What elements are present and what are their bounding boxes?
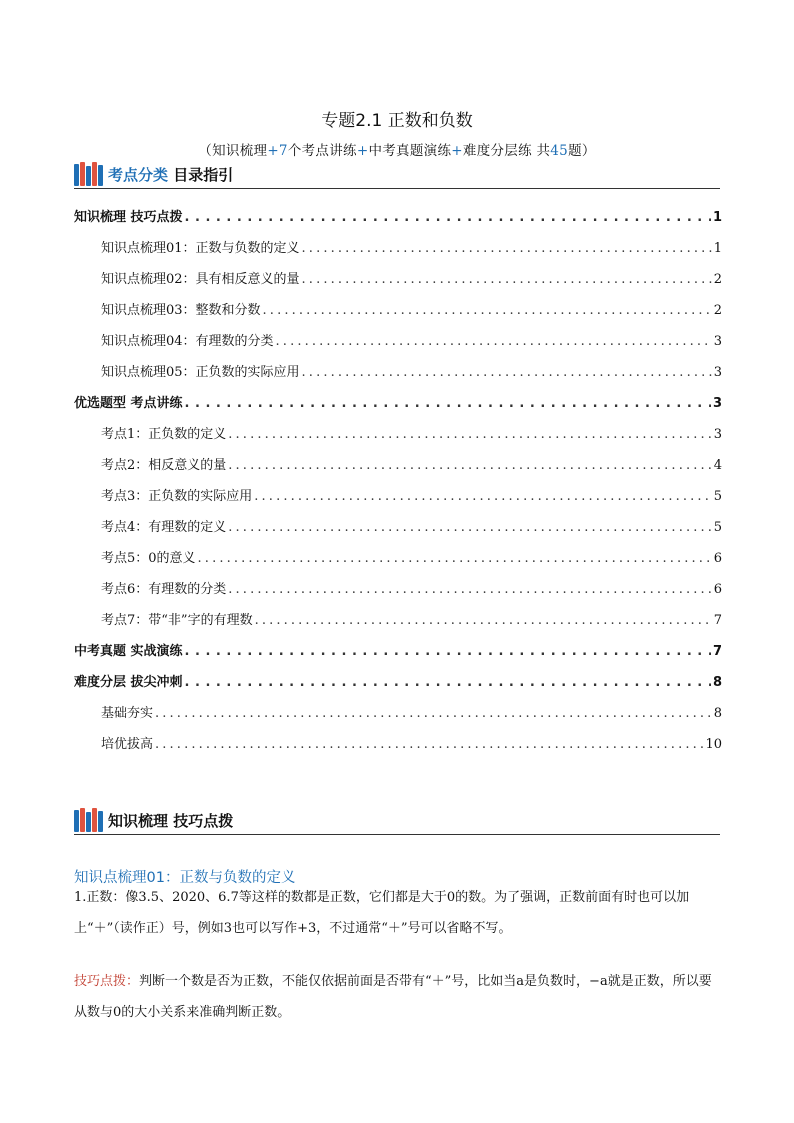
toc-entry-label: 考点5：0的意义 <box>101 551 196 566</box>
toc-entry-link[interactable] <box>101 609 722 629</box>
toc-page-number: 10 <box>705 737 722 752</box>
toc-page-number: 7 <box>713 613 722 628</box>
toc-page-number: 1 <box>712 210 722 225</box>
toc-entry-label: 优选题型 考点讲练 <box>74 396 183 411</box>
toc-page-number: 5 <box>713 520 722 535</box>
toc-entry-link[interactable] <box>101 733 722 753</box>
toc-section-link[interactable] <box>74 392 722 412</box>
toc-leader-dots <box>263 303 712 318</box>
definition-paragraph: 1.正数：像3.5、2020、6.7等这样的数都是正数，它们都是大于0的数。为了强调，正数前面有时也可以加上“＋”（读作正）号，例如3也可以写作+3，不过通常“＋”号可以省略不写。 <box>74 890 690 936</box>
toc-heading-part2: 目录指引 <box>173 166 234 184</box>
tip-text: 判断一个数是否为正数，不能仅依据前面是否带有“＋”号，比如当a是负数时，−a就是正数，所以要从数与0的大小关系来准确判断正数。 <box>74 974 712 1020</box>
toc-leader-dots <box>302 272 712 287</box>
toc-entry-label: 中考真题 实战演练 <box>74 644 183 659</box>
toc-heading-label <box>108 164 233 185</box>
toc-page-number: 7 <box>712 644 722 659</box>
toc-entry-label: 知识点梳理04：有理数的分类 <box>101 334 274 349</box>
toc-page-number: 4 <box>713 458 722 473</box>
toc-page-number: 3 <box>713 334 722 349</box>
knowledge-heading-part1: 知识梳理 <box>108 812 169 830</box>
subtitle-part: 个考点讲练 <box>287 143 357 159</box>
knowledge-point-heading: 知识点梳理01：正数与负数的定义 <box>74 870 296 886</box>
toc-entry-label: 考点6：有理数的分类 <box>101 582 227 597</box>
toc-section-heading <box>74 162 720 189</box>
toc-entry-link[interactable] <box>101 516 722 536</box>
toc-page-number: 2 <box>713 272 722 287</box>
toc-page-number: 1 <box>713 241 722 256</box>
toc-entry-label: 基础夯实 <box>101 706 154 721</box>
toc-section-link[interactable] <box>74 640 722 660</box>
document-title: 专题2.1 正数和负数 <box>321 111 473 131</box>
toc-entry-label: 知识点梳理03：整数和分数 <box>101 303 261 318</box>
toc-entry-label: 知识点梳理01：正数与负数的定义 <box>101 241 300 256</box>
subtitle-part: 难度分层练 共 <box>462 143 551 159</box>
toc-page-number: 8 <box>713 706 722 721</box>
toc-section-link[interactable] <box>74 206 722 226</box>
toc-entry-link[interactable] <box>101 485 722 505</box>
toc-leader-dots <box>228 520 711 535</box>
toc-leader-dots <box>228 582 711 597</box>
toc-entry-link[interactable] <box>101 237 722 257</box>
toc-page-number: 5 <box>713 489 722 504</box>
knowledge-section-heading <box>74 808 720 835</box>
subtitle-part: 中考真题演练 <box>368 143 452 159</box>
toc-entry-label: 考点7：带“非”字的有理数 <box>101 613 253 628</box>
tip-label: 技巧点拨： <box>74 974 140 989</box>
toc-entry-label: 知识点梳理02：具有相反意义的量 <box>101 272 300 287</box>
toc-entry-link[interactable] <box>101 268 722 288</box>
toc-page-number: 3 <box>713 365 722 380</box>
toc-entry-label: 考点2：相反意义的量 <box>101 458 227 473</box>
toc-leader-dots <box>198 551 712 566</box>
subtitle-open: （ <box>198 143 213 159</box>
toc-page-number: 6 <box>713 582 722 597</box>
toc-leader-dots <box>185 210 711 225</box>
toc-page-number: 8 <box>712 675 722 690</box>
toc-page-number: 3 <box>712 396 722 411</box>
subtitle-part: + <box>356 143 369 159</box>
toc-heading-part1: 考点分类 <box>108 166 169 184</box>
toc-entry-label: 知识点梳理05：正负数的实际应用 <box>101 365 300 380</box>
books-icon <box>74 162 106 186</box>
toc-entry-label: 难度分层 拔尖冲刺 <box>74 675 183 690</box>
toc-section-link[interactable] <box>74 671 722 691</box>
toc-leader-dots <box>228 427 711 442</box>
toc-leader-dots <box>302 241 712 256</box>
subtitle-part: 题） <box>568 143 596 159</box>
document-subtitle <box>0 139 794 159</box>
subtitle-part: + <box>451 143 463 159</box>
subtitle-part: 知识梳理 <box>212 143 268 159</box>
toc-entry-link[interactable] <box>101 454 722 474</box>
toc-entry-link[interactable] <box>101 361 722 381</box>
toc-entry-link[interactable] <box>101 423 722 443</box>
toc-leader-dots <box>228 458 711 473</box>
toc-entry-link[interactable] <box>101 547 722 567</box>
subtitle-part: 45 <box>550 143 569 159</box>
knowledge-heading-part2: 技巧点拨 <box>173 812 234 830</box>
toc-entry-label: 考点3：正负数的实际应用 <box>101 489 253 504</box>
books-icon <box>74 808 106 832</box>
subtitle-part: +7 <box>267 143 288 159</box>
toc-entry-link[interactable] <box>101 330 722 350</box>
tip-paragraph <box>74 966 722 1028</box>
toc-entry-link[interactable] <box>101 702 722 722</box>
toc-entry-label: 知识梳理 技巧点拨 <box>74 210 183 225</box>
toc-leader-dots <box>185 644 711 659</box>
toc-page-number: 3 <box>713 427 722 442</box>
toc-page-number: 6 <box>713 551 722 566</box>
toc-leader-dots <box>302 365 712 380</box>
toc-page-number: 2 <box>713 303 722 318</box>
toc-entry-label: 考点4：有理数的定义 <box>101 520 227 535</box>
toc-leader-dots <box>254 489 711 504</box>
toc-entry-link[interactable] <box>101 299 722 319</box>
toc-leader-dots <box>155 706 712 721</box>
knowledge-heading-label <box>108 810 233 831</box>
toc-leader-dots <box>185 675 711 690</box>
toc-entry-label: 考点1：正负数的定义 <box>101 427 227 442</box>
toc-entry-link[interactable] <box>101 578 722 598</box>
toc-leader-dots <box>276 334 712 349</box>
toc-entry-label: 培优拔高 <box>101 737 154 752</box>
toc-leader-dots <box>255 613 712 628</box>
toc-leader-dots <box>185 396 711 411</box>
toc-leader-dots <box>155 737 703 752</box>
